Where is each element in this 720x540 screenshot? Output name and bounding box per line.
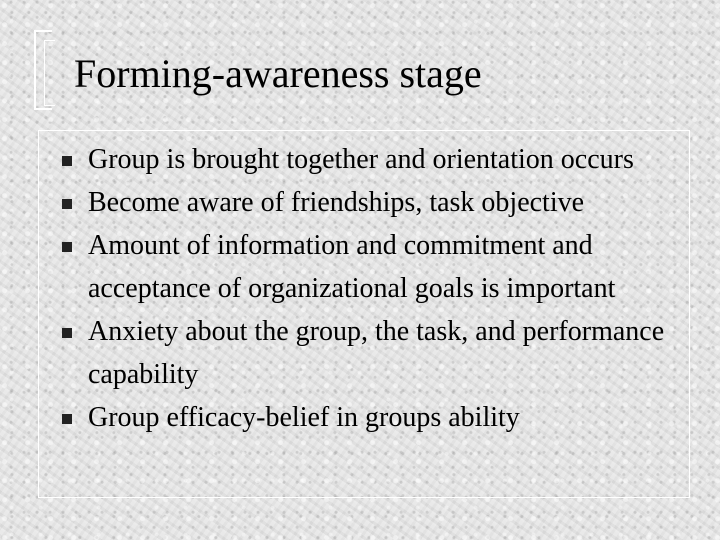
bullet-text: Become aware of friendships, task objective bbox=[88, 187, 585, 218]
square-bullet-icon bbox=[62, 242, 72, 252]
bullet-item bbox=[58, 181, 668, 224]
square-bullet-icon bbox=[62, 414, 72, 424]
bullet-text: Group efficacy-belief in groups ability bbox=[88, 402, 520, 433]
bullet-list bbox=[58, 138, 668, 439]
bullet-item bbox=[58, 224, 668, 310]
bullet-text: Group is brought together and orientation occurs bbox=[88, 144, 634, 175]
bullet-text: Anxiety about the group, the task, and performance capability bbox=[88, 316, 665, 390]
square-bullet-icon bbox=[62, 199, 72, 209]
square-bullet-icon bbox=[62, 328, 72, 338]
bullet-item bbox=[58, 310, 668, 396]
square-bullet-icon bbox=[62, 156, 72, 166]
bullet-item bbox=[58, 138, 668, 181]
slide-title: Forming-awareness stage bbox=[74, 51, 482, 96]
title-frame-inner-decoration bbox=[44, 40, 55, 106]
bullet-item bbox=[58, 396, 668, 439]
bullet-text: Amount of information and commitment and acceptance of organizational goals is important bbox=[88, 230, 616, 304]
